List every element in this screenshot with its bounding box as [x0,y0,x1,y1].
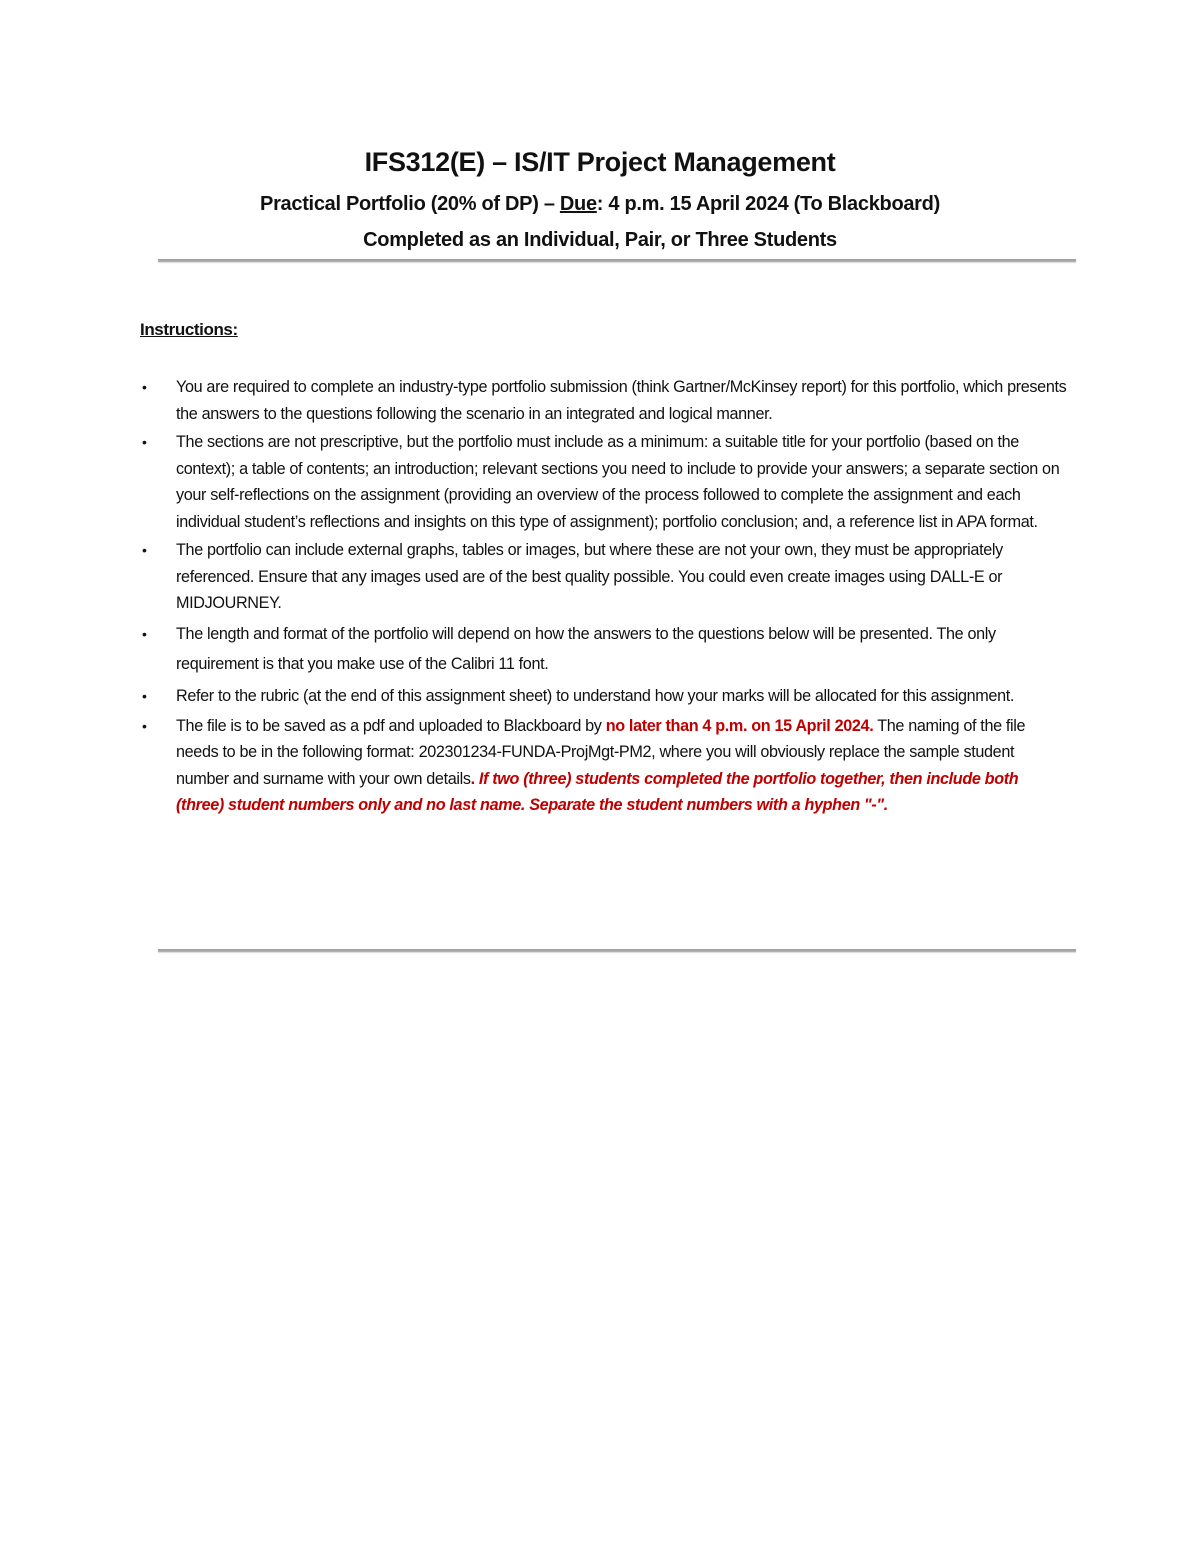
list-item [140,619,1070,679]
deadline-emphasis: no later than 4 p.m. on 15 April 2024. [605,716,874,735]
list-item [140,681,1070,711]
period-emphasis: . [470,769,475,788]
list-item-text: The sections are not prescriptive, but the portfolio must include as a minimum: a suitable title for your portfolio (based on the context); a table of contents; an introduction; relevant sections you need to include to provide your answers; a separate section on your self-reflections on the assignment (providing an overview of the process followed to complete the assignment and each individual student’s reflections and insights on this type of assignment); portfolio conclusion; and, a reference list in APA format. [176,433,1060,531]
subtitle-suffix: : 4 p.m. 15 April 2024 (To Blackboard) [596,193,940,215]
instructions-heading-text: Instructions [140,320,233,339]
due-label: Due [559,193,597,215]
list-item-text: You are required to complete an industry-type portfolio submission (think Gartner/McKinsey report) for this portfolio, which presents the answers to the questions following the scenario in an integrated and logical manner. [176,378,1067,423]
bullet-icon: • [142,434,147,450]
bullet-icon: • [142,542,147,558]
list-item [140,713,1070,819]
list-item-text: Refer to the rubric (at the end of this assignment sheet) to understand how your marks will be allocated for this assignment. [176,686,1015,705]
list-item-text: The portfolio can include external graphs, tables or images, but where these are not your own, they must be appropriately referenced. Ensure that any images used are of the best quality possible. You could even create images using DALL-E or MIDJOURNEY. [176,541,1003,612]
instructions-heading [140,320,238,340]
bullet-icon: • [142,625,147,642]
list-item [140,537,1070,617]
header-divider [158,259,1076,262]
instructions-colon: : [232,320,238,339]
bullet-icon: • [142,687,147,704]
bullet-icon: • [142,717,147,734]
footer-divider [158,949,1076,952]
bullet-icon: • [142,379,147,395]
subtitle-prefix: Practical Portfolio (20% of DP) – [260,193,560,215]
naming-format-text: The naming of the file needs to be in the following format: 202301234-FUNDA-ProjMgt-PM2, where you will obviously replace the sample student number and surname with your own details [176,716,1026,788]
document-subtitle [0,193,1200,216]
list-item-text: The length and format of the portfolio will depend on how the answers to the questions below will be presented. The only requirement is that you make use of the Calibri 11 font. [176,624,996,673]
group-submission-note: If two (three) students completed the portfolio together, then include both (three) student numbers only and no last name. Separate the student numbers with a hyphen "-". [176,769,1019,814]
document-subtitle-group: Completed as an Individual, Pair, or Three Students [363,229,837,251]
list-item-text: The file is to be saved as a pdf and uploaded to Blackboard by [176,716,606,735]
list-item [140,374,1070,427]
document-title: IFS312(E) – IS/IT Project Management [364,147,836,177]
instructions-list [140,374,1070,821]
list-item [140,429,1070,535]
